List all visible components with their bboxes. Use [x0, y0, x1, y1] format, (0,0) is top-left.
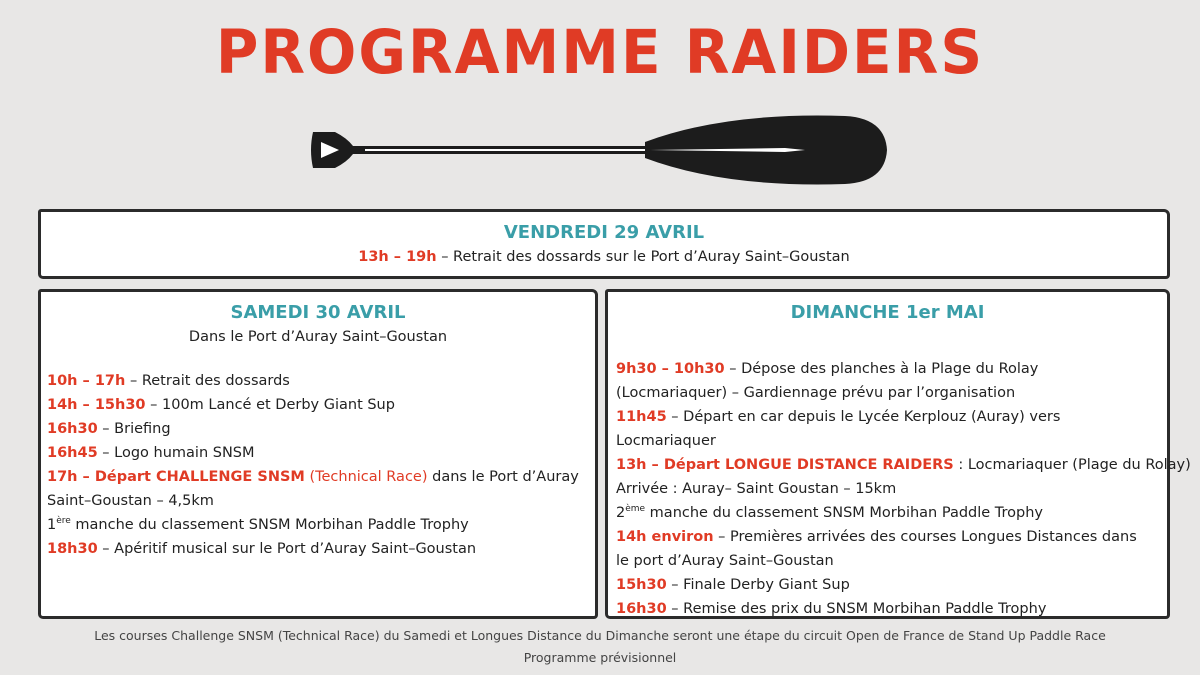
list-item: 2ème manche du classement SNSM Morbihan Paddle Trophy: [616, 504, 1044, 521]
friday-title: VENDREDI 29 AVRIL: [503, 222, 705, 243]
saturday-title: SAMEDI 30 AVRIL: [230, 302, 406, 323]
list-item: le port d’Auray Saint–Goustan: [616, 553, 834, 569]
list-item: 15h30 – Finale Derby Giant Sup: [616, 577, 850, 593]
list-item: 1ère manche du classement SNSM Morbihan Paddle Trophy: [47, 516, 469, 533]
friday-time: 13h – 19h: [358, 249, 437, 265]
saturday-subtitle: Dans le Port d’Auray Saint–Goustan: [188, 329, 448, 345]
list-item: 16h30 – Briefing: [47, 421, 171, 437]
list-item: (Locmariaquer) – Gardiennage prévu par l’organisation: [616, 385, 1016, 401]
list-item: Saint–Goustan – 4,5km: [47, 493, 214, 509]
page-title: PROGRAMME RAIDERS: [215, 16, 985, 88]
list-item: 16h45 – Logo humain SNSM: [47, 445, 255, 461]
list-item: 14h environ – Premières arrivées des courses Longues Distances dans: [616, 529, 1137, 545]
list-item: 16h30 – Remise des prix du SNSM Morbihan Paddle Trophy: [616, 601, 1047, 617]
list-item: 18h30 – Apéritif musical sur le Port d’Auray Saint–Goustan: [47, 541, 477, 557]
list-item: Arrivée : Auray– Saint Goustan – 15km: [616, 481, 897, 497]
saturday-box: [38, 289, 598, 619]
list-item: 14h – 15h30 – 100m Lancé et Derby Giant Sup: [47, 397, 395, 413]
list-item: Locmariaquer: [616, 433, 716, 449]
list-item: 17h – Départ CHALLENGE SNSM (Technical Race) dans le Port d’Auray: [47, 469, 579, 485]
list-item: 9h30 – 10h30 – Dépose des planches à la Plage du Rolay: [616, 361, 1039, 377]
sunday-title: DIMANCHE 1er MAI: [790, 302, 985, 323]
footer-disclaimer: Programme prévisionnel: [523, 650, 677, 665]
footer-note: Les courses Challenge SNSM (Technical Race) du Samedi et Longues Distance du Dimanche seront une étape du circuit Open de France de Stand Up Paddle Race: [94, 628, 1106, 643]
list-item: 10h – 17h – Retrait des dossards: [47, 373, 290, 389]
friday-text: – Retrait des dossards sur le Port d’Auray Saint–Goustan: [436, 249, 850, 265]
sunday-box: [605, 289, 1191, 619]
list-item: 11h45 – Départ en car depuis le Lycée Kerplouz (Auray) vers: [616, 409, 1061, 425]
paddle-icon: [305, 110, 895, 190]
friday-line: [41, 245, 1167, 269]
friday-box: [38, 209, 1170, 279]
list-item: 13h – Départ LONGUE DISTANCE RAIDERS : Locmariaquer (Plage du Rolay): [616, 457, 1191, 473]
